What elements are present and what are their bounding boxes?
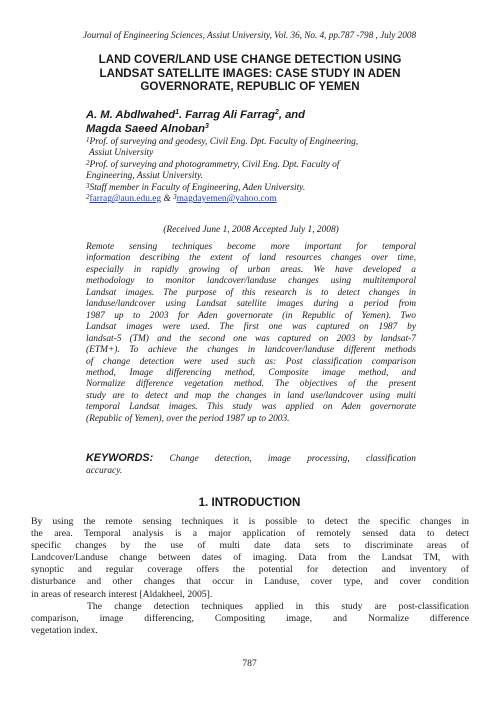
affiliation-text: Assiut University — [89, 148, 154, 159]
abstract-line: method, Image differencing method, Composite image method, and — [86, 367, 416, 378]
affil-marker: 2 — [86, 158, 90, 167]
affiliation-text: Prof. of surveying and photogrammetry, Civil Eng. Dpt. Faculty of — [89, 159, 340, 170]
affiliation-text: Prof. of surveying and geodesy, Civil Eng. Dpt. Faculty of Engineering, — [89, 137, 359, 147]
abstract-line: especially in rapidly growing of urban areas. We have developed a — [86, 264, 416, 275]
affil-marker: 3 — [86, 181, 90, 190]
title-line: LAND COVER/LAND USE CHANGE DETECTION USING — [98, 53, 402, 66]
body-line: vegetation index. — [31, 624, 98, 636]
abstract-line: 1987 up to 2003 for Aden governorate (in Republic of Yemen). Two — [86, 310, 416, 321]
body-line: in areas of research interest [Aldakheel, 2005]. — [31, 588, 213, 600]
abstract-line: Landsat images. The purpose of this research is to detect changes in — [86, 287, 416, 298]
page-number: 787 — [242, 658, 257, 669]
author-list — [86, 108, 416, 136]
abstract-line: Normalize difference vegetation method. The objectives of the present — [86, 379, 416, 390]
title-line: GOVERNORATE, REPUBLIC OF YEMEN — [140, 80, 360, 93]
author-superscript: 1 — [175, 109, 179, 116]
author-name: A. M. Abdlwahed — [86, 109, 176, 121]
email-link-farrag[interactable]: farrag@aun.edu.eg — [89, 194, 162, 205]
author-name: . Farrag Ali Farrag — [179, 109, 275, 121]
paper-title — [60, 53, 440, 94]
affil-marker: 1 — [86, 136, 90, 144]
keywords-text: Change detection, image processing, classification — [153, 454, 416, 464]
abstract-line: information describing the extent of land resources changes over time, — [86, 253, 416, 264]
body-line: By using the remote sensing techniques it is possible to detect the specific changes in — [31, 516, 469, 527]
email-separator: & — [161, 194, 174, 205]
abstract-line: temporal Landsat images. This study was applied on Aden governorate — [86, 402, 416, 413]
email-marker: 2 — [86, 193, 90, 202]
title-line: LANDSAT SATELLITE IMAGES: CASE STUDY IN ADEN — [99, 66, 401, 80]
abstract-line: (ETM+). To achieve the changes in landcover/landuse different methods — [86, 345, 416, 356]
email-link-magda[interactable]: magdayemen@yahoo.com — [176, 194, 277, 205]
journal-header: Journal of Engineering Sciences, Assiut University, Vol. 36, No. 4, pp.787 -798 , July 2008 — [82, 30, 417, 40]
received-dates: (Received June 1, 2008 Accepted July 1, 2008) — [163, 225, 339, 235]
keywords-label: KEYWORDS: — [86, 452, 154, 464]
author-superscript: 2 — [274, 109, 279, 116]
abstract — [86, 242, 416, 425]
section-heading: 1. INTRODUCTION — [198, 496, 301, 509]
abstract-line: methodology to monitor landcover/landuse changes using multitemporal — [86, 276, 416, 287]
abstract-line: study are to detect and map the changes in land use/landcover using multi — [86, 390, 416, 401]
body-line: specific changes by the use of multi date data sets to discriminate areas of — [31, 540, 469, 552]
email-marker: 3 — [173, 193, 177, 202]
affiliations — [86, 137, 416, 205]
abstract-line: landsat-5 (TM) and the second one was captured on 2003 by landsat-7 — [86, 333, 416, 344]
author-superscript: 3 — [204, 123, 209, 130]
author-separator: , and — [278, 109, 305, 121]
body-line: the area. Temporal analysis is a major application of remotely sensed data to detect — [31, 528, 469, 540]
affiliation-text: Staff member in Faculty of Engineering, Aden University. — [89, 182, 306, 193]
body-line: Landcover/Landuse change between dates of imaging. Data from the Landsat TM, with — [31, 552, 469, 564]
body-line: disturbance and other changes that occur in Landuse, cover type, and cover condition — [31, 576, 469, 588]
keywords — [86, 453, 416, 477]
keywords-text: accuracy. — [86, 465, 123, 476]
author-name: Magda Saeed Alnoban — [86, 123, 205, 135]
abstract-line: Landsat images were used. The first one was captured on 1987 by — [86, 322, 416, 333]
affiliation-text: Engineering, Assiut University. — [86, 171, 204, 182]
abstract-line: of change detection were used such as: Post classification comparison — [86, 356, 416, 367]
body-line: synoptic and regular coverage offers the potential for detection and inventory of — [31, 564, 469, 576]
intro-body — [31, 516, 469, 637]
abstract-line: Remote sensing techniques become more important for temporal — [86, 242, 416, 252]
abstract-line: (Republic of Yemen), over the period 1987 up to 2003. — [86, 413, 290, 424]
abstract-line: landuse/landcover using Landsat satellite images during a period from — [86, 299, 416, 310]
body-line: comparison, image differencing, Compositing image, and Normalize difference — [31, 612, 469, 624]
body-line: The change detection techniques applied in this study are post-classification — [87, 600, 469, 612]
